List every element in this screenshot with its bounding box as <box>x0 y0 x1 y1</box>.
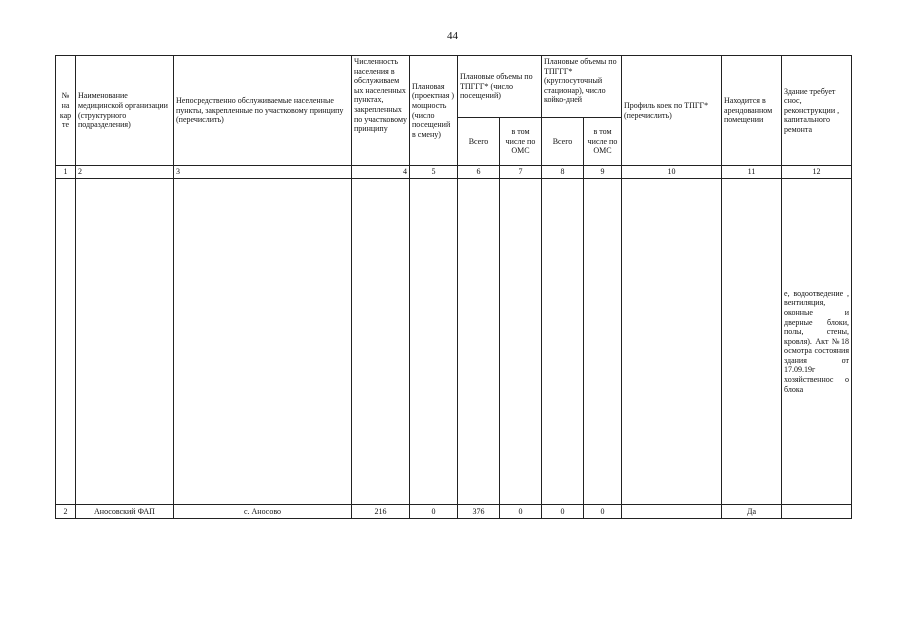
column-number: 7 <box>500 166 542 179</box>
column-number: 6 <box>458 166 500 179</box>
column-number: 9 <box>584 166 622 179</box>
header-row-top <box>56 56 852 118</box>
header-col4: Численность населения в обслуживаем ых населенных пунктах, закрепленных по участковому принципу <box>352 56 410 166</box>
building-condition-text: е, водоотведение , вентиляция, оконные и дверные блоки, полы, стены, кровля). Акт №18 осмотра состояния здания от 17.09.19г хозяйственнос о блока <box>782 179 852 505</box>
header-beds-total: Всего <box>542 118 584 166</box>
header-col2: Наименование медицинской организации (структурного подразделения) <box>76 56 174 166</box>
continuation-row <box>56 179 852 505</box>
header-beds-oms: в том числе по ОМС <box>584 118 622 166</box>
column-number: 1 <box>56 166 76 179</box>
header-col5: Плановая (проектная ) мощность (число посещений в смену) <box>410 56 458 166</box>
column-number: 12 <box>782 166 852 179</box>
visits-total: 376 <box>458 505 500 519</box>
table-row <box>56 505 852 519</box>
column-number: 5 <box>410 166 458 179</box>
row-number: 2 <box>56 505 76 519</box>
bed-profile <box>622 505 722 519</box>
column-number: 3 <box>174 166 352 179</box>
column-number: 10 <box>622 166 722 179</box>
visits-oms: 0 <box>500 505 542 519</box>
facilities-table <box>55 55 852 519</box>
header-col6-7: Плановые объемы по ТПГГГ* (число посещений) <box>458 56 542 118</box>
column-number-row <box>56 166 852 179</box>
header-col3: Непосредственно обслуживаемые населенные пункты, закрепленные по участковому принципу (перечислить) <box>174 56 352 166</box>
header-col11: Находится в арендованном помещении <box>722 56 782 166</box>
beds-total: 0 <box>542 505 584 519</box>
rented-premises: Да <box>722 505 782 519</box>
header-col1: № на кар те <box>56 56 76 166</box>
header-visits-oms: в том числе по ОМС <box>500 118 542 166</box>
column-number: 4 <box>352 166 410 179</box>
population: 216 <box>352 505 410 519</box>
header-visits-total: Всего <box>458 118 500 166</box>
building-needs <box>782 505 852 519</box>
column-number: 11 <box>722 166 782 179</box>
page-number: 44 <box>447 30 458 42</box>
column-number: 2 <box>76 166 174 179</box>
header-col8-9: Плановые объемы по ТПГГГ* (круглосуточный стационар), число койко-дней <box>542 56 622 118</box>
facility-name: Аносовский ФАП <box>76 505 174 519</box>
settlement: с. Аносово <box>174 505 352 519</box>
header-col12: Здание требует снос, реконструкции , капитального ремонта <box>782 56 852 166</box>
column-number: 8 <box>542 166 584 179</box>
beds-oms: 0 <box>584 505 622 519</box>
capacity: 0 <box>410 505 458 519</box>
header-col10: Профиль коек по ТПГГ* (перечислить) <box>622 56 722 166</box>
